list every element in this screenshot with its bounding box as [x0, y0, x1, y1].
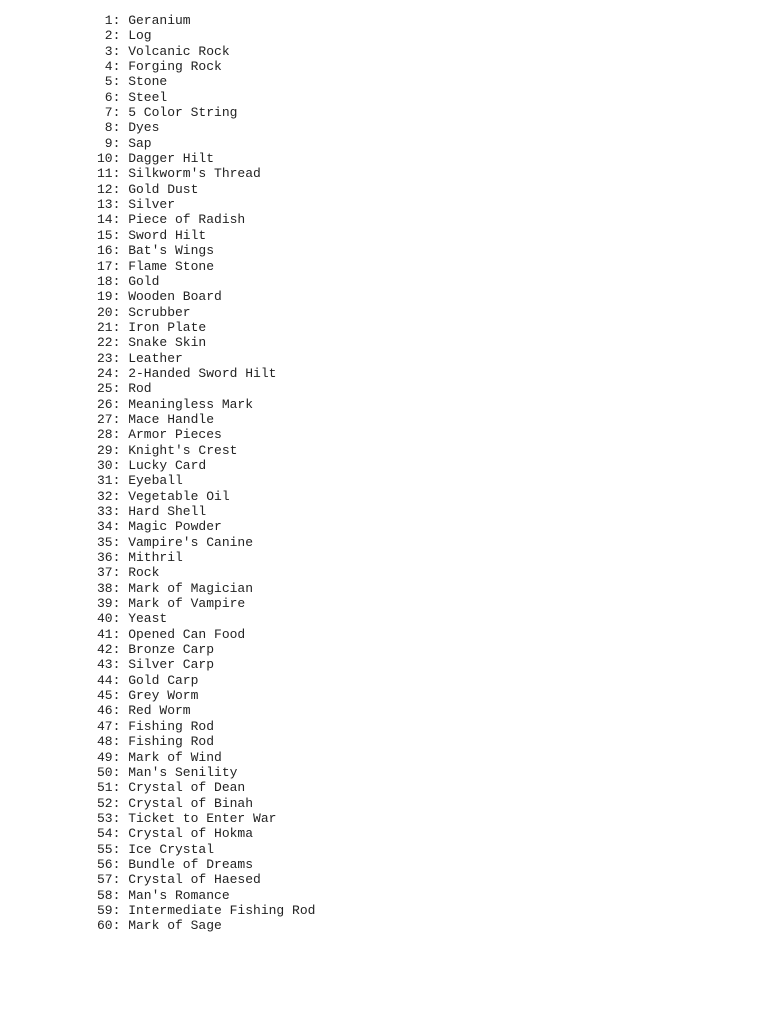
list-item	[97, 750, 315, 765]
item-separator: :	[112, 411, 129, 427]
item-number: 37	[97, 565, 113, 581]
item-number: 4	[104, 59, 113, 75]
item-name: Crystal of Hokma	[128, 826, 254, 842]
item-separator: :	[112, 273, 129, 289]
list-item	[97, 105, 315, 120]
item-separator: :	[112, 289, 129, 305]
item-name: Opened Can Food	[128, 626, 246, 642]
list-item	[97, 504, 315, 519]
item-separator: :	[112, 856, 129, 872]
item-separator: :	[112, 795, 129, 811]
list-item	[97, 166, 315, 181]
list-item	[97, 657, 315, 672]
item-number: 18	[97, 273, 113, 289]
item-number: 41	[97, 626, 113, 642]
item-number: 8	[104, 120, 113, 136]
item-separator: :	[112, 212, 129, 228]
item-name: Magic Powder	[128, 519, 222, 535]
item-number: 36	[97, 550, 113, 566]
item-number: 20	[97, 304, 113, 320]
list-item	[97, 872, 315, 887]
item-number: 27	[97, 411, 113, 427]
list-item	[97, 289, 315, 304]
item-name: Stone	[128, 74, 168, 90]
list-item	[97, 703, 315, 718]
item-number: 38	[97, 580, 113, 596]
item-number: 49	[97, 749, 113, 765]
item-number: 13	[97, 197, 113, 213]
list-item	[97, 611, 315, 626]
item-name: Rod	[128, 381, 152, 397]
list-item	[97, 673, 315, 688]
item-number: 54	[97, 826, 113, 842]
item-separator: :	[112, 734, 129, 750]
item-name: Snake Skin	[128, 335, 207, 351]
list-item	[97, 596, 315, 611]
item-name: Grey Worm	[128, 688, 199, 704]
item-number: 58	[97, 887, 113, 903]
item-number: 11	[97, 166, 113, 182]
item-separator: :	[112, 672, 129, 688]
list-item	[97, 182, 315, 197]
list-item	[97, 366, 315, 381]
item-name: Armor Pieces	[128, 427, 222, 443]
list-item	[97, 351, 315, 366]
item-number: 15	[97, 227, 113, 243]
item-name: Volcanic Rock	[128, 43, 230, 59]
item-separator: :	[112, 718, 129, 734]
item-number: 44	[97, 672, 113, 688]
item-separator: :	[112, 626, 129, 642]
item-name: Vegetable Oil	[128, 488, 230, 504]
item-separator: :	[112, 488, 129, 504]
list-item	[97, 796, 315, 811]
item-separator: :	[112, 28, 129, 44]
item-separator: :	[112, 227, 129, 243]
list-item	[97, 259, 315, 274]
item-name: Meaningless Mark	[128, 396, 254, 412]
item-name: Mace Handle	[128, 411, 215, 427]
item-separator: :	[112, 565, 129, 581]
item-separator: :	[112, 534, 129, 550]
item-number: 33	[97, 504, 113, 519]
item-separator: :	[112, 350, 129, 366]
item-name: Crystal of Binah	[128, 795, 254, 811]
item-name: Scrubber	[128, 304, 191, 320]
list-item	[97, 811, 315, 826]
list-item	[97, 519, 315, 534]
item-name: Mark of Sage	[128, 918, 222, 934]
item-separator: :	[112, 304, 129, 320]
item-separator: :	[112, 105, 129, 121]
item-separator: :	[112, 780, 129, 796]
list-item	[97, 120, 315, 135]
item-separator: :	[112, 657, 129, 673]
item-number: 26	[97, 396, 113, 412]
item-name: Fishing Rod	[128, 734, 215, 750]
item-separator: :	[112, 703, 129, 719]
item-name: Bundle of Dreams	[128, 856, 254, 872]
item-name: Sword Hilt	[128, 227, 207, 243]
item-separator: :	[112, 749, 129, 765]
item-number: 51	[97, 780, 113, 796]
item-number: 43	[97, 657, 113, 673]
list-item	[97, 44, 315, 59]
list-item	[97, 381, 315, 396]
item-name: Eyeball	[128, 473, 183, 489]
item-name: Hard Shell	[128, 504, 207, 519]
item-name: Gold	[128, 273, 160, 289]
item-separator: :	[112, 59, 129, 75]
item-name: Flame Stone	[128, 258, 215, 274]
item-number: 3	[104, 43, 113, 59]
item-number: 17	[97, 258, 113, 274]
list-item	[97, 13, 315, 28]
item-name: Fishing Rod	[128, 718, 215, 734]
list-item	[97, 903, 315, 918]
item-name: Silkworm's Thread	[128, 166, 261, 182]
item-separator: :	[112, 596, 129, 612]
item-separator: :	[112, 918, 129, 934]
item-separator: :	[112, 74, 129, 90]
item-number: 16	[97, 243, 113, 259]
item-name: Mark of Wind	[128, 749, 222, 765]
list-item	[97, 90, 315, 105]
item-number: 6	[104, 89, 113, 105]
item-number: 28	[97, 427, 113, 443]
item-separator: :	[112, 89, 129, 105]
item-name: Crystal of Dean	[128, 780, 246, 796]
item-separator: :	[112, 442, 129, 458]
list-item	[97, 197, 315, 212]
list-item	[97, 397, 315, 412]
item-name: Man's Romance	[128, 887, 230, 903]
item-separator: :	[112, 243, 129, 259]
list-item	[97, 427, 315, 442]
item-number: 56	[97, 856, 113, 872]
item-name: Sap	[128, 135, 152, 151]
item-number: 30	[97, 457, 113, 473]
item-separator: :	[112, 826, 129, 842]
item-number: 52	[97, 795, 113, 811]
item-name: Iron Plate	[128, 319, 207, 335]
item-separator: :	[112, 872, 129, 888]
item-separator: :	[112, 841, 129, 857]
item-name: Dagger Hilt	[128, 151, 215, 167]
item-name: Vampire's Canine	[128, 534, 254, 550]
item-number: 10	[97, 151, 113, 167]
item-name: Bronze Carp	[128, 642, 215, 658]
list-item	[97, 550, 315, 565]
item-name: Mark of Magician	[128, 580, 254, 596]
item-name: Crystal of Haesed	[128, 872, 261, 888]
item-separator: :	[112, 519, 129, 535]
item-number: 31	[97, 473, 113, 489]
item-number: 35	[97, 534, 113, 550]
item-number: 34	[97, 519, 113, 535]
list-item	[97, 243, 315, 258]
item-number: 25	[97, 381, 113, 397]
item-name: 5 Color String	[128, 105, 238, 121]
item-number: 19	[97, 289, 113, 305]
list-item	[97, 826, 315, 841]
item-name: Man's Senility	[128, 764, 238, 780]
item-separator: :	[112, 427, 129, 443]
item-separator: :	[112, 504, 129, 519]
item-name: Mark of Vampire	[128, 596, 246, 612]
item-number: 23	[97, 350, 113, 366]
item-number: 7	[104, 105, 113, 121]
list-item	[97, 565, 315, 580]
item-name: Wooden Board	[128, 289, 222, 305]
item-separator: :	[112, 258, 129, 274]
item-separator: :	[112, 887, 129, 903]
item-list	[97, 13, 315, 934]
item-name: Forging Rock	[128, 59, 222, 75]
list-item	[97, 642, 315, 657]
list-item	[97, 320, 315, 335]
list-item	[97, 842, 315, 857]
item-name: Gold Dust	[128, 181, 199, 197]
item-number: 55	[97, 841, 113, 857]
list-item	[97, 305, 315, 320]
list-item	[97, 274, 315, 289]
list-item	[97, 28, 315, 43]
item-name: Steel	[128, 89, 168, 105]
item-number: 46	[97, 703, 113, 719]
item-separator: :	[112, 197, 129, 213]
item-name: Silver	[128, 197, 176, 213]
list-item	[97, 151, 315, 166]
item-separator: :	[112, 457, 129, 473]
item-name: Intermediate Fishing Rod	[128, 902, 316, 918]
item-separator: :	[112, 810, 129, 826]
item-name: 2-Handed Sword Hilt	[128, 365, 277, 381]
item-name: Gold Carp	[128, 672, 199, 688]
item-number: 2	[104, 28, 113, 44]
item-name: Mithril	[128, 550, 183, 566]
item-name: Ticket to Enter War	[128, 810, 277, 826]
item-separator: :	[112, 764, 129, 780]
item-name: Leather	[128, 350, 183, 366]
list-item	[97, 857, 315, 872]
item-number: 53	[97, 810, 113, 826]
list-item	[97, 59, 315, 74]
item-number: 24	[97, 365, 113, 381]
list-item	[97, 443, 315, 458]
item-separator: :	[112, 151, 129, 167]
item-number: 47	[97, 718, 113, 734]
item-number: 39	[97, 596, 113, 612]
list-item	[97, 458, 315, 473]
item-name: Log	[128, 28, 152, 44]
item-number: 59	[97, 902, 113, 918]
item-separator: :	[112, 902, 129, 918]
item-name: Lucky Card	[128, 457, 207, 473]
item-number: 32	[97, 488, 113, 504]
list-item	[97, 412, 315, 427]
list-item	[97, 212, 315, 227]
item-number: 50	[97, 764, 113, 780]
item-separator: :	[112, 473, 129, 489]
list-item	[97, 535, 315, 550]
list-item	[97, 627, 315, 642]
list-item	[97, 581, 315, 596]
list-item	[97, 918, 315, 933]
item-separator: :	[112, 381, 129, 397]
item-number: 22	[97, 335, 113, 351]
item-name: Dyes	[128, 120, 160, 136]
item-name: Silver Carp	[128, 657, 215, 673]
item-number: 48	[97, 734, 113, 750]
list-item	[97, 765, 315, 780]
list-item	[97, 473, 315, 488]
item-name: Geranium	[128, 13, 191, 28]
item-name: Yeast	[128, 611, 168, 627]
item-number: 40	[97, 611, 113, 627]
item-separator: :	[112, 335, 129, 351]
item-number: 60	[97, 918, 113, 934]
item-name: Ice Crystal	[128, 841, 215, 857]
item-name: Bat's Wings	[128, 243, 215, 259]
item-separator: :	[112, 319, 129, 335]
list-item	[97, 136, 315, 151]
item-number: 57	[97, 872, 113, 888]
item-separator: :	[112, 120, 129, 136]
list-item	[97, 489, 315, 504]
item-separator: :	[112, 580, 129, 596]
item-number: 1	[104, 13, 113, 28]
list-item	[97, 734, 315, 749]
item-name: Rock	[128, 565, 160, 581]
item-separator: :	[112, 13, 129, 28]
item-separator: :	[112, 135, 129, 151]
list-item	[97, 719, 315, 734]
item-separator: :	[112, 396, 129, 412]
item-separator: :	[112, 365, 129, 381]
item-separator: :	[112, 166, 129, 182]
item-separator: :	[112, 688, 129, 704]
item-number: 42	[97, 642, 113, 658]
item-number: 45	[97, 688, 113, 704]
item-number: 5	[104, 74, 113, 90]
list-item	[97, 888, 315, 903]
list-item	[97, 335, 315, 350]
item-name: Red Worm	[128, 703, 191, 719]
item-number: 14	[97, 212, 113, 228]
item-separator: :	[112, 611, 129, 627]
item-separator: :	[112, 642, 129, 658]
item-separator: :	[112, 550, 129, 566]
list-item	[97, 688, 315, 703]
item-separator: :	[112, 181, 129, 197]
item-number: 12	[97, 181, 113, 197]
list-item	[97, 228, 315, 243]
list-item	[97, 780, 315, 795]
item-name: Piece of Radish	[128, 212, 246, 228]
list-item	[97, 74, 315, 89]
item-number: 9	[104, 135, 113, 151]
item-name: Knight's Crest	[128, 442, 238, 458]
item-separator: :	[112, 43, 129, 59]
item-number: 21	[97, 319, 113, 335]
item-number: 29	[97, 442, 113, 458]
